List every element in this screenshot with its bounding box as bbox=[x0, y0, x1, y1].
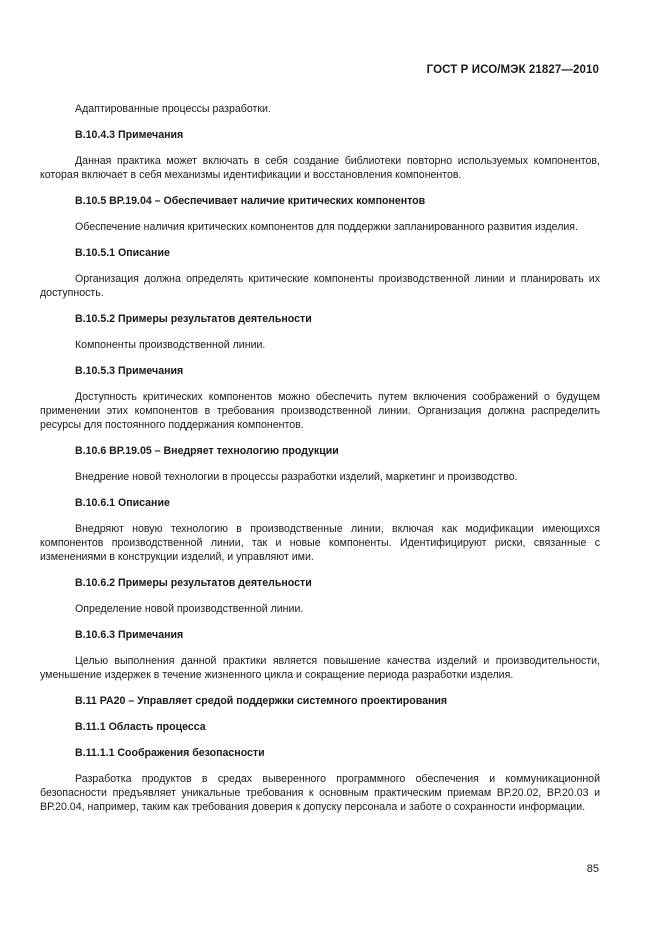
section-heading: В.10.6.3 Примечания bbox=[75, 629, 184, 641]
section-heading: В.10.6.2 Примеры результатов деятельности bbox=[75, 577, 312, 589]
page-number: 85 bbox=[586, 863, 599, 875]
paragraph: Компоненты производственной линии. bbox=[75, 339, 266, 351]
paragraph: Целью выполнения данной практики является повышение качества изделий и производительности, уменьшение издержек в течение жизненного цикла и сокращение периода разработки изделия. bbox=[40, 655, 600, 681]
section-heading: В.10.6.1 Описание bbox=[75, 497, 170, 509]
section-heading: В.11.1.1 Соображения безопасности bbox=[75, 747, 265, 759]
paragraph: Разработка продуктов в средах выверенного программного обеспечения и коммуникационной безопасности предъявляет уникальные требования к основным практическим приемам ВР.20.02, ВР.20.03 и ВР.20.04, например, таким как требования доверия к допуску персонала и заботе о сохранности информации. bbox=[40, 773, 600, 813]
section-heading: В.11 PA20 – Управляет средой поддержки системного проектирования bbox=[75, 695, 448, 707]
section-heading: В.10.4.3 Примечания bbox=[75, 129, 184, 141]
paragraph: Внедрение новой технологии в процессы разработки изделий, маркетинг и производство. bbox=[75, 471, 518, 483]
document-body bbox=[40, 102, 600, 814]
section-heading: В.10.5.2 Примеры результатов деятельности bbox=[75, 313, 312, 325]
paragraph: Определение новой производственной линии. bbox=[75, 603, 304, 615]
section-heading: В.11.1 Область процесса bbox=[75, 721, 206, 733]
section-heading: В.10.6 ВР.19.05 – Внедряет технологию продукции bbox=[75, 445, 339, 457]
paragraph: Доступность критических компонентов можно обеспечить путем включения соображений о будущем применении этих компонентов в требования производственной линии. Организация должна распределить ресурсы для постоянного поддержания компонентов. bbox=[40, 391, 600, 431]
paragraph: Обеспечение наличия критических компонентов для поддержки запланированного развития изделия. bbox=[75, 221, 578, 233]
paragraph: Организация должна определять критические компоненты производственной линии и планировать их доступность. bbox=[40, 273, 600, 299]
section-heading: В.10.5.1 Описание bbox=[75, 247, 170, 259]
paragraph: Данная практика может включать в себя создание библиотеки повторно используемых компонентов, которая включает в себя механизмы идентификации и восстановления компонентов. bbox=[40, 155, 600, 181]
paragraph: Внедряют новую технологию в производственные линии, включая как модификации имеющихся компонентов производственной линии, так и новые компоненты. Идентифицируют риски, связанные с изменениями в конструкции изделий, и управляют ими. bbox=[40, 523, 600, 563]
section-heading: В.10.5 ВР.19.04 – Обеспечивает наличие критических компонентов bbox=[75, 195, 426, 207]
section-heading: В.10.5.3 Примечания bbox=[75, 365, 184, 377]
paragraph: Адаптированные процессы разработки. bbox=[75, 103, 271, 115]
standard-header: ГОСТ Р ИСО/МЭК 21827—2010 bbox=[426, 64, 599, 76]
